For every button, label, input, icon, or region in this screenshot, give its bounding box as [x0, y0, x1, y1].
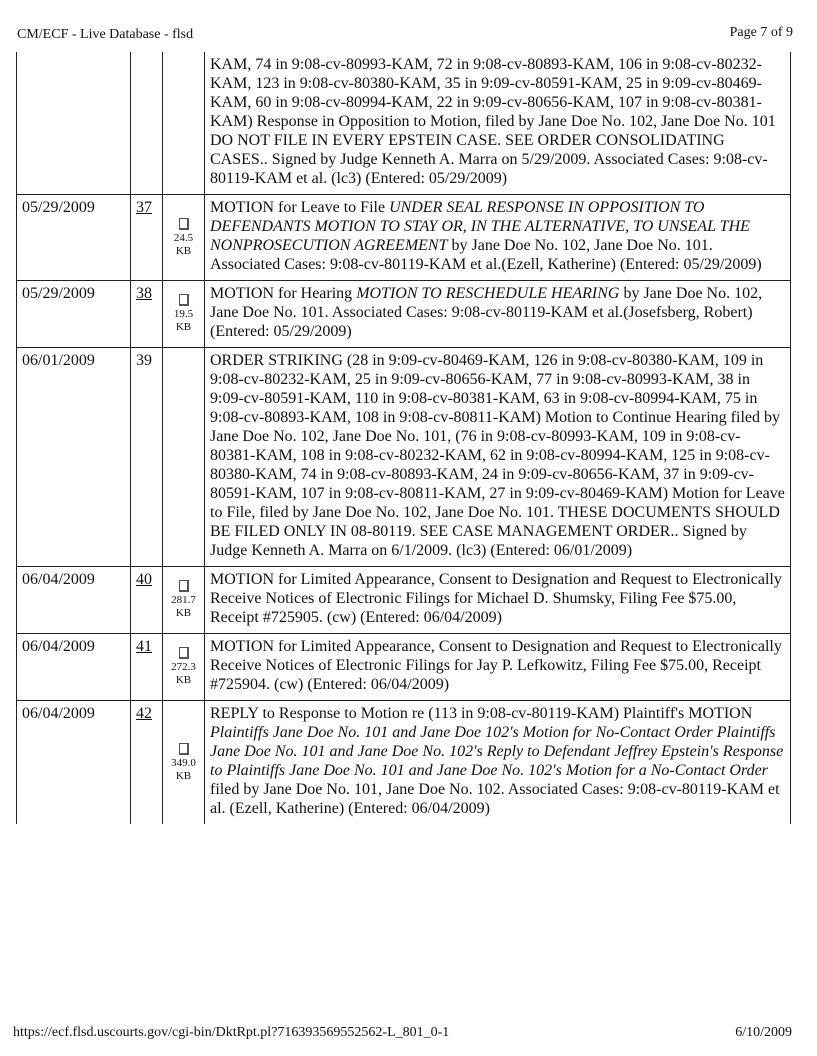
document-title-italic: UNDER SEAL RESPONSE IN OPPOSITION TO DEFENDANTS MOTION TO STAY OR, IN THE ALTERNATIVE, TO UNSEAL THE NONPROSECUTION AGREEMENT	[210, 199, 750, 254]
entry-description	[205, 281, 791, 348]
entry-number-cell	[131, 701, 163, 825]
document-size: 281.7	[171, 594, 196, 606]
entry-text: KAM, 74 in 9:08-cv-80993-KAM, 72 in 9:08-cv-80893-KAM, 106 in 9:08-cv-80232-KAM, 123 in 9:08-cv-80380-KAM, 35 in 9:09-cv-80591-KAM, 25 in 9:09-cv-80469-KAM, 60 in 9:08-cv-80994-KAM, 22 in 9:09-cv-80656-KAM, 107 in 9:08-cv-80381-KAM) Response in Opposition to Motion, filed by Jane Doe No. 102, Jane Doe No. 101 DO NOT FILE IN EVERY EPSTEIN CASE. SEE ORDER CONSOLIDATING CASES.. Signed by Judge Kenneth A. Marra on 5/29/2009. Associated Cases: 9:08-cv-80119-KAM et al. (lc3) (Entered: 05/29/2009)	[210, 56, 776, 187]
entry-number-link[interactable]: 41	[136, 638, 152, 655]
docket-entry-row	[17, 567, 791, 634]
document-size: 24.5	[173, 231, 194, 244]
entry-number-cell	[131, 348, 163, 567]
page-header-title: CM/ECF - Live Database - flsd	[17, 27, 194, 42]
document-cell	[163, 634, 205, 701]
entry-date: 06/04/2009	[17, 701, 131, 825]
page-number: Page 7 of 9	[729, 25, 793, 40]
entry-number-link[interactable]: 37	[136, 199, 152, 216]
entry-number-link[interactable]: 42	[136, 705, 152, 722]
entry-text: MOTION for Limited Appearance, Consent to Designation and Request to Electronically Receive Notices of Electronic Filings for Michael D. Shumsky, Filing Fee $75.00, Receipt #725905. (cw) (Entered: 06/04/2009)	[210, 571, 782, 626]
entry-text: MOTION for Leave to File	[210, 199, 390, 216]
entry-description	[205, 567, 791, 634]
docket-entry-row	[17, 281, 791, 348]
print-date: 6/10/2009	[735, 1025, 792, 1040]
document-icon[interactable]	[179, 294, 189, 306]
entry-date: 06/04/2009	[17, 634, 131, 701]
entry-text: filed by Jane Doe No. 101, Jane Doe No. 102. Associated Cases: 9:08-cv-80119-KAM et al. (Ezell, Katherine) (Entered: 06/04/2009)	[210, 781, 780, 817]
entry-text: REPLY to Response to Motion re (113 in 9:08-cv-80119-KAM) Plaintiff's MOTION	[210, 705, 753, 722]
document-cell	[163, 701, 205, 825]
document-size-unit: KB	[175, 607, 192, 619]
document-icon[interactable]	[179, 580, 189, 592]
entry-text: MOTION for Hearing	[210, 285, 357, 302]
entry-text: ORDER STRIKING (28 in 9:09-cv-80469-KAM, 126 in 9:08-cv-80380-KAM, 109 in 9:08-cv-80232-KAM, 25 in 9:09-cv-80656-KAM, 77 in 9:08-cv-80993-KAM, 38 in 9:09-cv-80591-KAM, 110 in 9:08-cv-80381-KAM, 63 in 9:08-cv-80994-KAM, 75 in 9:08-cv-80893-KAM, 108 in 9:08-cv-80811-KAM) Motion to Continue Hearing filed by Jane Doe No. 102, Jane Doe No. 101, (76 in 9:08-cv-80993-KAM, 109 in 9:08-cv-80381-KAM, 108 in 9:08-cv-80232-KAM, 62 in 9:08-cv-80994-KAM, 125 in 9:08-cv-80380-KAM, 74 in 9:08-cv-80893-KAM, 24 in 9:09-cv-80656-KAM, 37 in 9:09-cv-80591-KAM, 107 in 9:08-cv-80811-KAM, 27 in 9:09-cv-80469-KAM) Motion for Leave to File, filed by Jane Doe No. 102, Jane Doe No. 101. THESE DOCUMENTS SHOULD BE FILED ONLY IN 08-80119. SEE CASE MANAGEMENT ORDER.. Signed by Judge Kenneth A. Marra on 6/1/2009. (lc3) (Entered: 06/01/2009)	[210, 352, 785, 559]
docket-table	[16, 52, 791, 824]
entry-number-cell	[131, 634, 163, 701]
entry-description	[205, 634, 791, 701]
entry-number-cell	[131, 567, 163, 634]
document-cell	[163, 52, 205, 195]
document-size: 19.5	[173, 308, 194, 320]
docket-entry-row	[17, 701, 791, 825]
entry-date	[17, 52, 131, 195]
entry-description	[205, 348, 791, 567]
entry-text: by Jane Doe No. 102, Jane Doe No. 101. Associated Cases: 9:08-cv-80119-KAM et al.(Ezell, Katherine) (Entered: 05/29/2009)	[210, 237, 762, 273]
document-title-italic: MOTION TO RESCHEDULE HEARING	[356, 285, 620, 302]
entry-description	[205, 195, 791, 281]
document-cell	[163, 195, 205, 281]
entry-date: 06/04/2009	[17, 567, 131, 634]
page-url: https://ecf.flsd.uscourts.gov/cgi-bin/DktRpt.pl?716393569552562-L_801_0-1	[13, 1025, 450, 1040]
document-cell	[163, 281, 205, 348]
entry-date: 06/01/2009	[17, 348, 131, 567]
docket-entry-row	[17, 634, 791, 701]
entry-number-cell	[131, 195, 163, 281]
entry-number-cell	[131, 281, 163, 348]
document-size-unit: KB	[175, 244, 192, 257]
document-title-italic: Plaintiffs Jane Doe No. 101 and Jane Doe 102's Motion for No-Contact Order Plaintiffs Jane Doe No. 101 and Jane Doe No. 102's Reply to Defendant Jeffrey Epstein's Response to Plaintiffs Jane Doe No. 101 and Jane Doe No. 102's Motion for a No-Contact Order	[210, 724, 784, 779]
entry-date: 05/29/2009	[17, 281, 131, 348]
docket-body	[17, 52, 791, 824]
entry-number-link: 39	[136, 352, 152, 369]
entry-text: by Jane Doe No. 102, Jane Doe No. 101. Associated Cases: 9:08-cv-80119-KAM et al.(Josefsberg, Robert) (Entered: 05/29/2009)	[210, 285, 763, 340]
entry-number-link[interactable]: 40	[136, 571, 152, 588]
document-size: 272.3	[171, 661, 196, 673]
document-size: 349.0	[171, 756, 196, 769]
entry-description	[205, 52, 791, 195]
document-size-unit: KB	[175, 674, 192, 686]
docket-entry-row	[17, 348, 791, 567]
entry-number-cell	[131, 52, 163, 195]
document-icon[interactable]	[179, 743, 189, 755]
document-size-unit: KB	[175, 769, 192, 782]
entry-description	[205, 701, 791, 825]
entry-text: MOTION for Limited Appearance, Consent to Designation and Request to Electronically Receive Notices of Electronic Filings for Jay P. Lefkowitz, Filing Fee $75.00, Receipt #725904. (cw) (Entered: 06/04/2009)	[210, 638, 782, 693]
entry-date: 05/29/2009	[17, 195, 131, 281]
document-icon[interactable]	[179, 647, 189, 659]
document-cell	[163, 348, 205, 567]
document-cell	[163, 567, 205, 634]
entry-number-link[interactable]: 38	[136, 285, 152, 302]
docket-entry-row	[17, 195, 791, 281]
document-size-unit: KB	[175, 321, 192, 333]
docket-entry-row	[17, 52, 791, 195]
document-icon[interactable]	[179, 218, 189, 230]
